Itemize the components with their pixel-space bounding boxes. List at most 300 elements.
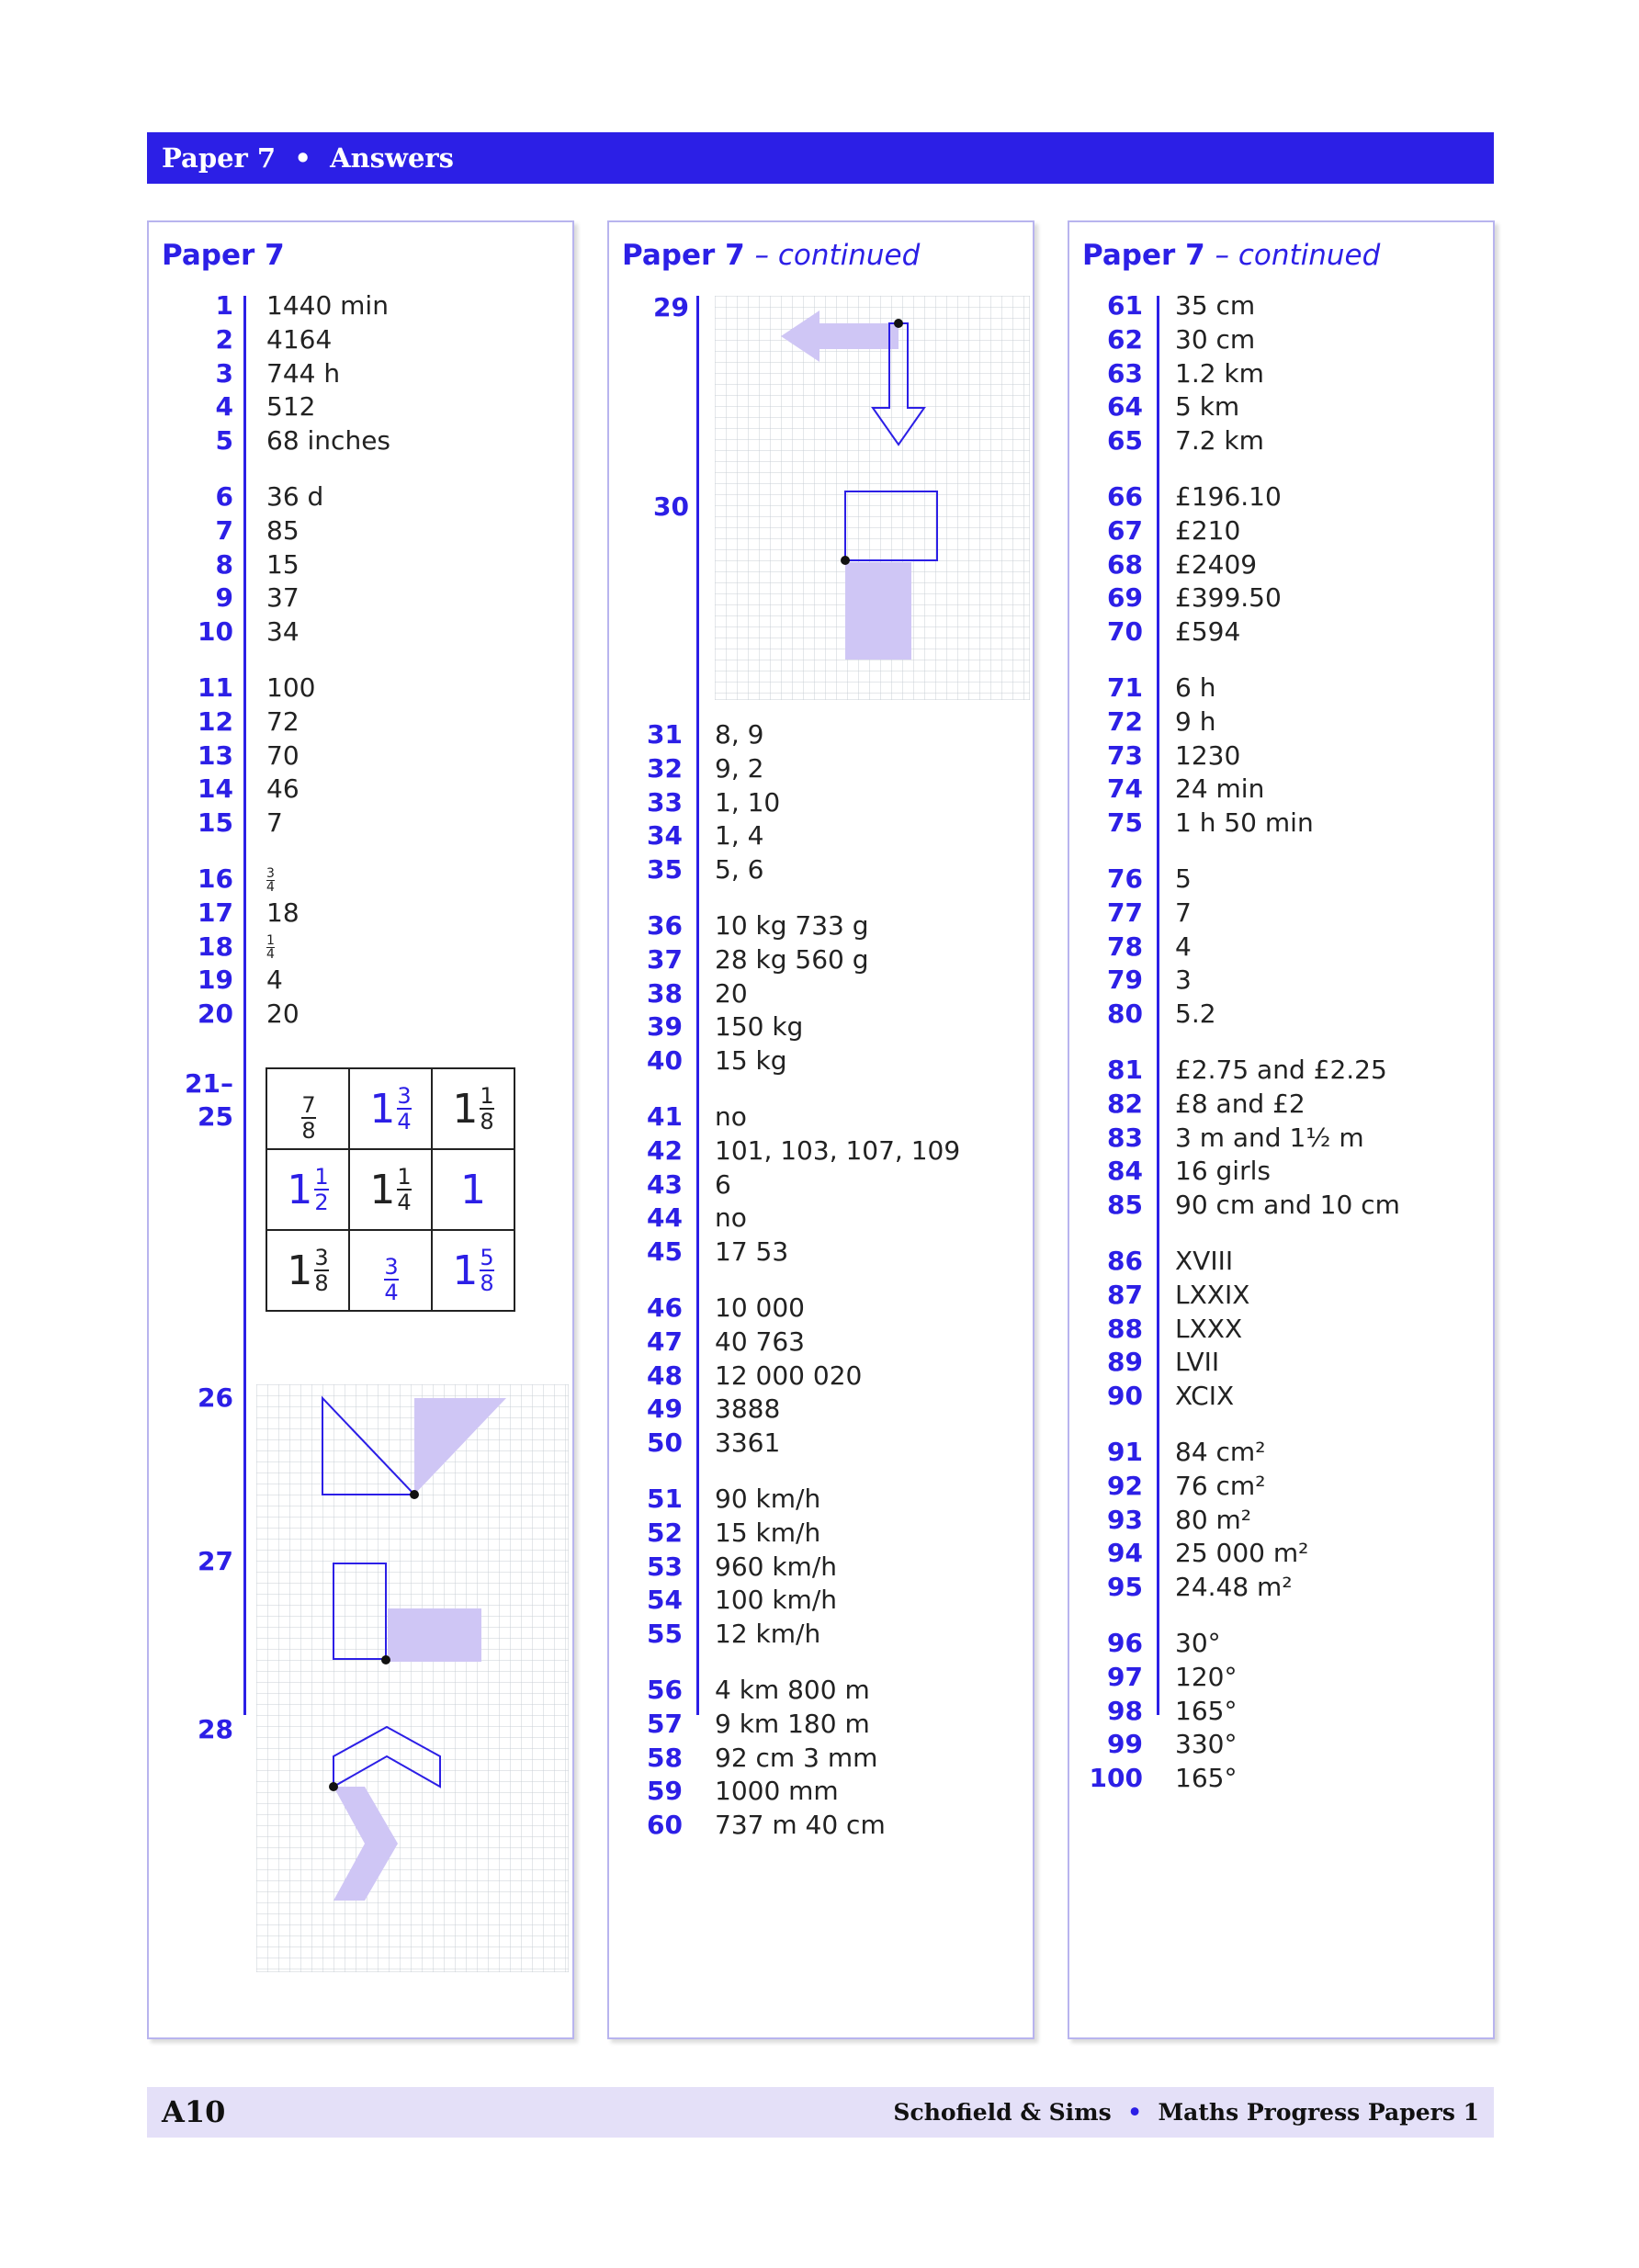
answer-row	[609, 1742, 1033, 1775]
answer-text: no	[715, 1101, 747, 1132]
cell-denominator: 8	[301, 1117, 316, 1144]
column-2-title	[622, 239, 920, 272]
answer-row	[1069, 1245, 1493, 1278]
question-number: 54	[647, 1585, 683, 1616]
question-number: 95	[1107, 1572, 1143, 1603]
cell-numerator: 5	[480, 1245, 494, 1270]
answer-text: no	[715, 1202, 747, 1234]
question-number: 81	[1107, 1055, 1143, 1085]
answer-row	[1069, 289, 1493, 322]
column-3-title	[1082, 239, 1380, 272]
answer-row	[1069, 1189, 1493, 1222]
answer-row	[1069, 964, 1493, 997]
answer-row	[1069, 581, 1493, 615]
answer-text: £2.75 and £2.25	[1175, 1055, 1387, 1085]
question-number: 94	[1107, 1538, 1143, 1569]
answer-text: 37	[266, 582, 300, 614]
magic-square-cell	[266, 1230, 349, 1311]
answer-text: £2409	[1175, 548, 1258, 580]
answer-text: £196.10	[1175, 481, 1282, 512]
answer-row	[609, 1326, 1033, 1359]
answer-row	[149, 615, 572, 649]
answer-row	[1069, 1762, 1493, 1795]
question-number: 16	[198, 863, 233, 894]
answer-text	[266, 931, 275, 964]
answer-row	[609, 1584, 1033, 1617]
answer-text: 90 cm and 10 cm	[1175, 1190, 1400, 1221]
footer-credit	[893, 2087, 1479, 2138]
column-3-title-text: Paper 7	[1082, 239, 1205, 272]
question-number: 38	[647, 977, 683, 1009]
answer-text: LVII	[1175, 1347, 1220, 1378]
answer-text: 30°	[1175, 1628, 1221, 1658]
cell-whole: 1	[287, 1166, 313, 1213]
answer-row	[609, 786, 1033, 819]
answer-row	[1069, 1504, 1493, 1537]
answers-column-3	[1068, 220, 1495, 2039]
answer-row	[1069, 390, 1493, 423]
question-number: 48	[647, 1360, 683, 1391]
answer-text: 4 km 800 m	[715, 1675, 870, 1705]
question-number: 4	[215, 391, 233, 423]
header-bar	[147, 132, 1494, 184]
cell-numerator: 7	[301, 1091, 316, 1118]
question-number: 35	[647, 854, 683, 886]
answer-text: 76 cm²	[1175, 1470, 1266, 1501]
question-number: 26	[198, 1382, 233, 1413]
answer-row	[149, 705, 572, 739]
answer-text: 5.2	[1175, 999, 1216, 1030]
magic-square-label: 21–25	[185, 1068, 233, 1132]
answer-text: 1, 4	[715, 820, 764, 852]
question-number: 6	[215, 481, 233, 512]
answer-text: 80 m²	[1175, 1504, 1252, 1535]
answer-text: 1230	[1175, 739, 1241, 771]
answer-row	[149, 998, 572, 1031]
column-2-title-text: Paper 7	[622, 239, 745, 272]
cell-fraction	[384, 1255, 398, 1304]
question-number: 34	[647, 820, 683, 852]
answer-row	[1069, 615, 1493, 649]
answer-text: £210	[1175, 514, 1241, 546]
question-number: 32	[647, 752, 683, 784]
cell-numerator: 1	[480, 1083, 494, 1109]
answer-text: 3 m and 1½ m	[1175, 1122, 1364, 1153]
magic-square-cell	[349, 1230, 432, 1311]
column-1-title: Paper 7	[162, 239, 285, 272]
question-number: 20	[198, 999, 233, 1030]
rectangle-shaded	[388, 1608, 481, 1662]
answer-row	[149, 739, 572, 773]
answer-row	[609, 752, 1033, 785]
question-number: 17	[198, 897, 233, 928]
answer-text: 70	[266, 739, 300, 771]
answer-row	[1069, 897, 1493, 930]
answer-text: 28 kg 560 g	[715, 943, 869, 975]
answer-text: 100	[266, 672, 316, 703]
question-number: 28	[198, 1714, 233, 1744]
question-number: 88	[1107, 1313, 1143, 1344]
footer-series: Maths Progress Papers 1	[1158, 2099, 1479, 2126]
answer-text: 101, 103, 107, 109	[715, 1134, 961, 1166]
answer-row	[609, 1393, 1033, 1426]
answer-text: 7	[266, 807, 283, 839]
answer-text: 15 km/h	[715, 1517, 821, 1548]
answer-row	[1069, 931, 1493, 964]
question-number: 68	[1107, 548, 1143, 580]
question-number: 61	[1107, 290, 1143, 321]
question-number: 66	[1107, 481, 1143, 512]
question-number: 40	[647, 1045, 683, 1077]
cell-denominator: 2	[314, 1190, 329, 1215]
answer-text: 10 kg 733 g	[715, 910, 869, 941]
answer-row	[149, 671, 572, 705]
cell-fraction	[314, 1165, 328, 1214]
answer-row	[1069, 1054, 1493, 1087]
question-number: 89	[1107, 1347, 1143, 1378]
question-number: 70	[1107, 616, 1143, 648]
answer-text: 12 km/h	[715, 1619, 821, 1650]
answer-text: 40 763	[715, 1326, 805, 1357]
question-number: 46	[647, 1292, 683, 1323]
answer-row	[609, 1775, 1033, 1808]
question-number: 58	[647, 1742, 683, 1773]
answer-text: £8 and £2	[1175, 1088, 1306, 1119]
cell-numerator: 3	[397, 1083, 412, 1109]
question-number: 75	[1107, 807, 1143, 839]
cell-fraction	[480, 1246, 493, 1295]
question-number: 99	[1107, 1729, 1143, 1760]
footer-publisher: Schofield & Sims	[893, 2099, 1112, 2126]
answer-row	[1069, 1661, 1493, 1694]
answer-row	[1069, 1436, 1493, 1469]
question-number: 62	[1107, 323, 1143, 355]
question-number: 1	[215, 290, 233, 321]
answer-row	[609, 1427, 1033, 1460]
footer-separator: •	[1119, 2099, 1150, 2126]
header-section: Answers	[330, 142, 454, 174]
question-number: 3	[215, 357, 233, 389]
question-number: 84	[1107, 1156, 1143, 1187]
answer-text: 24 min	[1175, 773, 1265, 805]
answer-row	[1069, 514, 1493, 547]
cell-denominator: 4	[384, 1279, 399, 1305]
answer-row	[1069, 480, 1493, 513]
answer-row	[609, 909, 1033, 942]
answer-row	[609, 1236, 1033, 1269]
answer-text: 7.2 km	[1175, 425, 1264, 457]
answer-row	[609, 1134, 1033, 1168]
answer-row	[1069, 323, 1493, 356]
question-number: 8	[215, 548, 233, 580]
question-number: 98	[1107, 1695, 1143, 1726]
question-number: 57	[647, 1708, 683, 1739]
cell-numerator: 3	[314, 1245, 329, 1270]
question-number: 37	[647, 943, 683, 975]
answer-text: XVIII	[1175, 1246, 1234, 1276]
cell-denominator: 8	[314, 1270, 329, 1296]
cell-fraction	[397, 1084, 411, 1134]
question-number: 53	[647, 1551, 683, 1582]
answer-text: 15 kg	[715, 1045, 787, 1077]
question-number: 13	[198, 739, 233, 771]
cell-denominator: 4	[397, 1109, 412, 1134]
answer-row	[149, 289, 572, 322]
answer-row	[609, 718, 1033, 751]
answer-row	[609, 1168, 1033, 1202]
cell-fraction	[301, 1093, 315, 1143]
question-number: 78	[1107, 931, 1143, 962]
answer-row	[149, 773, 572, 806]
answer-row	[149, 807, 572, 840]
answer-text: 6	[715, 1168, 731, 1200]
question-number: 83	[1107, 1122, 1143, 1153]
answer-row	[149, 964, 572, 997]
question-number: 65	[1107, 425, 1143, 457]
answer-text: 960 km/h	[715, 1551, 838, 1582]
magic-square-row	[266, 1149, 514, 1230]
answer-text: 4164	[266, 323, 333, 355]
answer-row	[1069, 739, 1493, 773]
cell-whole: 1	[369, 1166, 396, 1213]
question-number: 96	[1107, 1628, 1143, 1658]
answer-text: 9, 2	[715, 752, 764, 784]
answers-column-2	[607, 220, 1034, 2039]
answer-text: 17 53	[715, 1236, 789, 1268]
answer-row	[149, 897, 572, 930]
grid-diagram-26-28	[256, 1384, 569, 1972]
answer-text: 4	[1175, 931, 1192, 962]
pivot-point	[381, 1655, 390, 1664]
answer-text: 24.48 m²	[1175, 1572, 1293, 1603]
answer-row	[1069, 1470, 1493, 1503]
answer-row	[149, 480, 572, 513]
answer-row	[149, 390, 572, 423]
answer-row	[1069, 1571, 1493, 1604]
answer-row	[609, 977, 1033, 1010]
grid-diagram-29-30	[715, 296, 1030, 700]
question-number: 64	[1107, 391, 1143, 423]
answer-row	[609, 1010, 1033, 1044]
answer-text: 7	[1175, 897, 1192, 928]
question-number: 60	[647, 1810, 683, 1841]
cell-fraction	[397, 1165, 411, 1214]
footer-bar	[147, 2087, 1494, 2138]
question-number: 15	[198, 807, 233, 839]
answer-row	[149, 863, 572, 896]
question-number: 47	[647, 1326, 683, 1357]
cell-whole: 1	[287, 1247, 313, 1294]
question-number: 30	[653, 491, 689, 522]
answer-row	[1069, 1279, 1493, 1312]
answer-row	[1069, 1088, 1493, 1121]
answer-row	[1069, 357, 1493, 390]
answer-text	[266, 863, 275, 896]
answer-row	[609, 1100, 1033, 1134]
answer-text: 9 km 180 m	[715, 1708, 870, 1739]
question-number: 45	[647, 1236, 683, 1268]
answer-text: 68 inches	[266, 425, 391, 457]
pivot-point	[329, 1782, 338, 1791]
answer-row	[609, 1360, 1033, 1393]
answer-text: 1000 mm	[715, 1776, 839, 1807]
answer-row	[609, 1809, 1033, 1842]
answer-text: 9 h	[1175, 705, 1216, 737]
answer-text: 30 cm	[1175, 323, 1256, 355]
answer-row	[1069, 1728, 1493, 1761]
question-number: 14	[198, 773, 233, 805]
answer-row	[609, 1551, 1033, 1584]
pivot-point	[841, 556, 850, 565]
answer-row	[1069, 773, 1493, 806]
answer-text: 100 km/h	[715, 1585, 838, 1616]
cell-whole: 1	[369, 1085, 396, 1133]
answer-text: £594	[1175, 616, 1241, 648]
question-number: 85	[1107, 1190, 1143, 1221]
magic-square-cell	[432, 1149, 514, 1230]
magic-square-cell	[266, 1149, 349, 1230]
cell-denominator: 4	[397, 1190, 412, 1215]
magic-square-cell	[349, 1068, 432, 1149]
answer-row	[1069, 1346, 1493, 1379]
question-number: 80	[1107, 999, 1143, 1030]
question-number: 2	[215, 323, 233, 355]
question-number: 82	[1107, 1088, 1143, 1119]
answer-text: 84 cm²	[1175, 1437, 1266, 1467]
answer-text: 512	[266, 391, 316, 423]
cell-numerator: 1	[314, 1164, 329, 1190]
answer-text: 1.2 km	[1175, 357, 1264, 389]
question-number: 55	[647, 1619, 683, 1650]
answers-column-1	[147, 220, 574, 2039]
question-number: 72	[1107, 705, 1143, 737]
answer-text: 35 cm	[1175, 290, 1256, 321]
fraction: $\frac{1}{4}$	[266, 933, 275, 963]
answer-text: 34	[266, 616, 300, 648]
question-number: 31	[647, 719, 683, 750]
answer-text: 330°	[1175, 1729, 1238, 1760]
answer-text: XCIX	[1175, 1381, 1235, 1412]
answer-row	[609, 1674, 1033, 1707]
answer-row	[609, 1483, 1033, 1516]
answer-text: 8, 9	[715, 719, 764, 750]
answer-text: 6 h	[1175, 672, 1216, 703]
answer-text: 20	[266, 999, 300, 1030]
question-number: 44	[647, 1202, 683, 1234]
rectangle-shaded	[845, 562, 911, 660]
answer-text: 120°	[1175, 1661, 1238, 1692]
question-number: 71	[1107, 672, 1143, 703]
answer-row	[1069, 863, 1493, 896]
question-number: 50	[647, 1427, 683, 1459]
cell-whole: 1	[460, 1166, 486, 1213]
question-number: 11	[198, 672, 233, 703]
answer-text: 5 km	[1175, 391, 1240, 423]
pivot-point	[894, 319, 903, 328]
answer-row	[609, 1292, 1033, 1325]
question-number: 86	[1107, 1246, 1143, 1276]
question-number: 91	[1107, 1437, 1143, 1467]
answer-row	[149, 581, 572, 615]
answer-row	[609, 819, 1033, 852]
answer-text: 4	[266, 965, 283, 996]
answer-text: 165°	[1175, 1695, 1238, 1726]
answer-text: 72	[266, 705, 300, 737]
answer-text: 150 kg	[715, 1011, 804, 1043]
cell-whole: 1	[452, 1247, 479, 1294]
answer-text: 90 km/h	[715, 1484, 821, 1514]
question-number: 33	[647, 786, 683, 818]
answer-row	[609, 1202, 1033, 1235]
answer-text: 16 girls	[1175, 1156, 1271, 1187]
answer-text: LXXX	[1175, 1313, 1243, 1344]
question-number: 51	[647, 1484, 683, 1514]
question-number: 87	[1107, 1279, 1143, 1310]
answer-row	[609, 943, 1033, 976]
answer-row	[149, 514, 572, 547]
answer-row	[1069, 671, 1493, 705]
question-number: 49	[647, 1394, 683, 1425]
answer-text: 18	[266, 897, 300, 928]
cell-fraction	[314, 1246, 328, 1295]
question-number: 27	[198, 1546, 233, 1576]
answer-row	[1069, 1155, 1493, 1188]
answer-text: 20	[715, 977, 748, 1009]
cell-denominator: 8	[480, 1109, 494, 1134]
answer-text: 3361	[715, 1427, 781, 1459]
magic-square-cell	[349, 1149, 432, 1230]
header-separator: •	[285, 142, 321, 174]
answer-text: 5	[1175, 863, 1192, 894]
answer-text: 1, 10	[715, 786, 781, 818]
cell-fraction	[480, 1084, 493, 1134]
answer-row	[609, 1044, 1033, 1078]
answer-text: 3888	[715, 1394, 781, 1425]
pivot-point	[410, 1490, 419, 1499]
question-number: 97	[1107, 1661, 1143, 1692]
question-number: 36	[647, 910, 683, 941]
answer-text: 15	[266, 548, 300, 580]
cell-numerator: 1	[397, 1164, 412, 1190]
magic-square-cell	[432, 1230, 514, 1311]
question-number: 7	[215, 514, 233, 546]
answer-text: 737 m 40 cm	[715, 1810, 886, 1841]
question-number: 9	[215, 582, 233, 614]
answer-row	[1069, 807, 1493, 840]
fraction: $\frac{3}{4}$	[266, 865, 275, 895]
question-number: 76	[1107, 863, 1143, 894]
answer-row	[1069, 424, 1493, 457]
answer-text: 3	[1175, 965, 1192, 996]
question-number: 59	[647, 1776, 683, 1807]
answer-text: 165°	[1175, 1763, 1238, 1794]
column-2-title-suffix: – continued	[754, 239, 921, 272]
answer-row	[609, 1517, 1033, 1550]
question-number: 5	[215, 425, 233, 457]
column-3-title-suffix: – continued	[1215, 239, 1381, 272]
answer-row	[149, 424, 572, 457]
answer-text: 46	[266, 773, 300, 805]
answer-text: 1440 min	[266, 290, 389, 321]
answer-row	[1069, 705, 1493, 739]
question-number: 100	[1089, 1763, 1143, 1794]
magic-square-row	[266, 1230, 514, 1311]
question-number: 79	[1107, 965, 1143, 996]
question-number: 63	[1107, 357, 1143, 389]
cell-denominator: 8	[480, 1270, 494, 1296]
header-paper: Paper 7	[162, 142, 277, 174]
answer-row	[609, 1618, 1033, 1651]
